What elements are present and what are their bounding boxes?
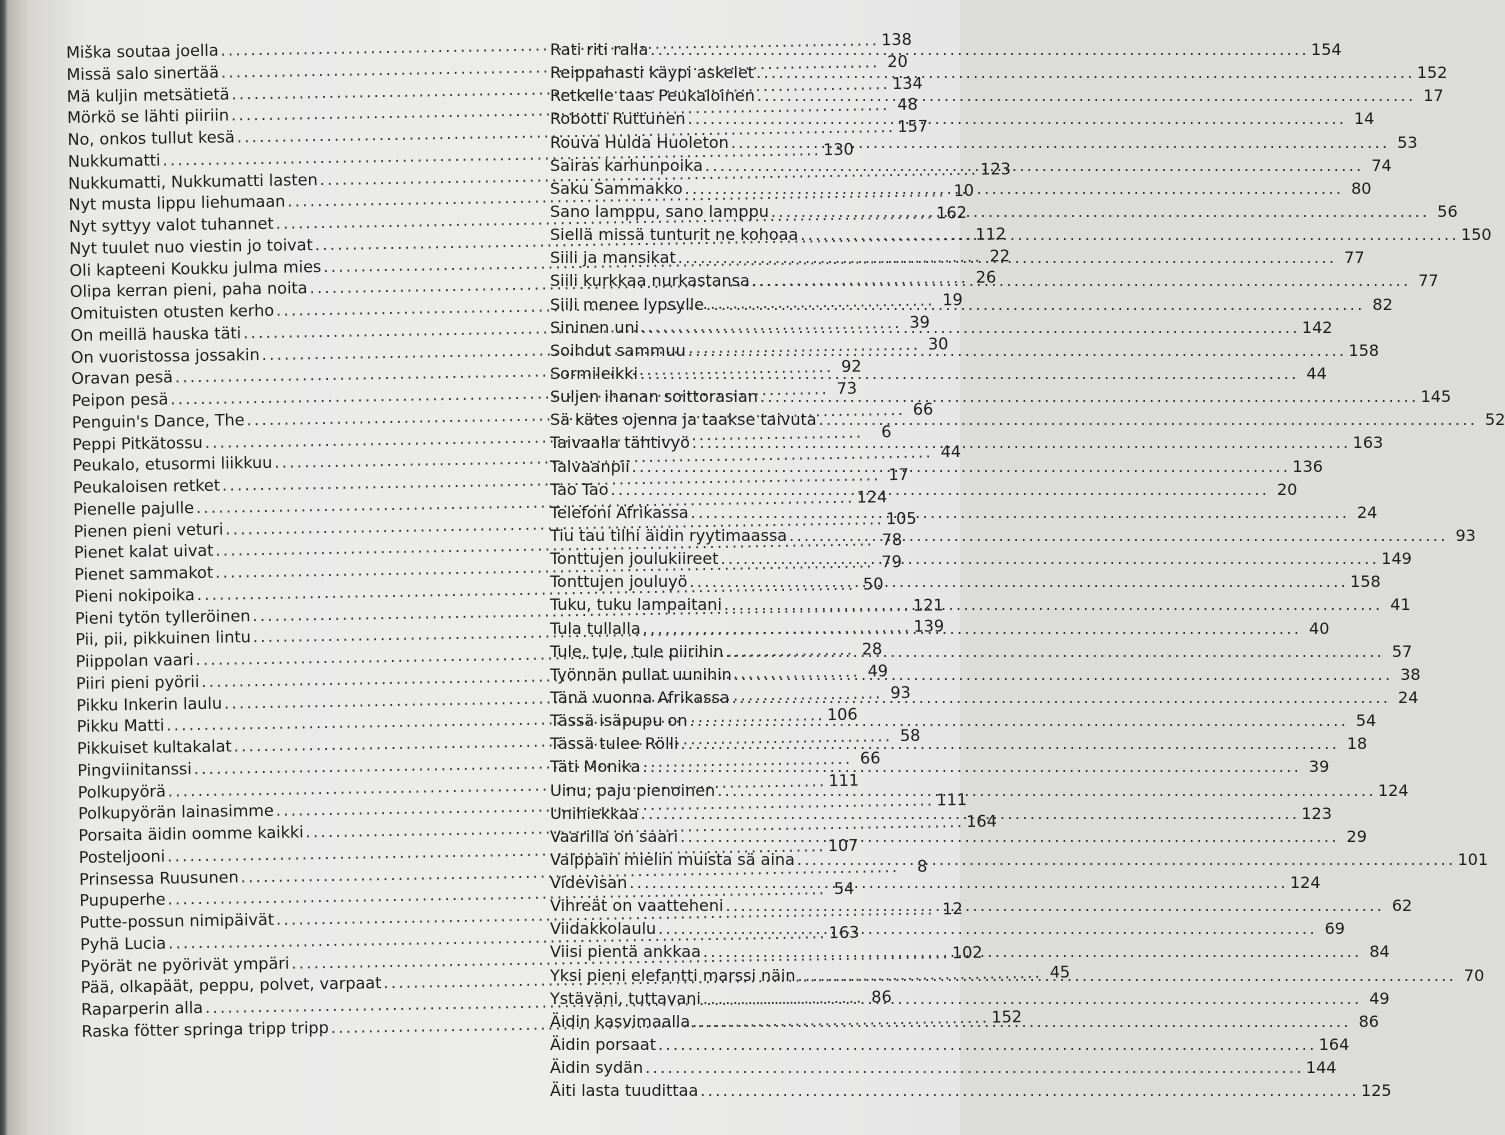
dot-leader bbox=[705, 156, 1364, 175]
entry-title: Suljen ihanan soittorasian bbox=[550, 387, 758, 407]
entry-page-number: 150 bbox=[1461, 225, 1492, 245]
dot-leader bbox=[658, 1035, 1317, 1054]
entry-page-number: 28 bbox=[861, 639, 883, 659]
dot-leader bbox=[724, 595, 1383, 614]
entry-page-number: 158 bbox=[1348, 340, 1380, 360]
dot-leader bbox=[680, 827, 1339, 846]
dot-leader bbox=[797, 850, 1456, 869]
entry-title: Tule, tule, tule piirihin bbox=[550, 641, 724, 661]
entry-title: Pikku Inkerin laulu bbox=[76, 693, 223, 715]
entry-title: Siili menee lypsylle bbox=[550, 294, 704, 314]
entry-page-number: 52 bbox=[1485, 410, 1505, 430]
dot-leader bbox=[691, 503, 1350, 522]
entry-page-number: 134 bbox=[892, 73, 923, 93]
entry-title: Miška soutaa joella bbox=[66, 40, 219, 62]
entry-title: Pikku Matti bbox=[76, 715, 165, 737]
entry-page-number: 17 bbox=[1423, 86, 1444, 106]
entry-page-number: 56 bbox=[1437, 201, 1458, 221]
entry-page-number: 158 bbox=[1350, 572, 1381, 592]
index-entry bbox=[550, 201, 1458, 225]
entry-page-number: 26 bbox=[975, 267, 997, 287]
entry-page-number: 139 bbox=[913, 616, 945, 637]
entry-page-number: 30 bbox=[927, 333, 949, 353]
entry-title: Pieni tytön tylleröinen bbox=[74, 605, 251, 628]
entry-title: Pienet kalat uivat bbox=[73, 540, 214, 563]
entry-title: Pienet sammakot bbox=[74, 562, 214, 584]
entry-page-number: 93 bbox=[1455, 525, 1476, 545]
index-entry bbox=[550, 40, 1342, 63]
index-entry bbox=[550, 63, 1448, 86]
dot-leader bbox=[645, 1058, 1304, 1077]
entry-title: Uinu, paju pienoinen bbox=[550, 780, 716, 800]
dot-leader bbox=[700, 1081, 1359, 1100]
entry-title: Sano lamppu, sano lamppu bbox=[550, 201, 769, 221]
entry-title: Tässä isäpupu on bbox=[550, 711, 688, 731]
entry-page-number: 78 bbox=[881, 530, 903, 550]
entry-title: Tänä vuonna Afrikassa bbox=[550, 687, 730, 707]
entry-page-number: 125 bbox=[1361, 1081, 1392, 1101]
entry-page-number: 45 bbox=[1049, 962, 1071, 982]
entry-title: Siili ja mansikat bbox=[550, 248, 676, 268]
index-entry bbox=[550, 1081, 1392, 1104]
entry-page-number: 164 bbox=[1318, 1035, 1350, 1055]
entry-page-number: 124 bbox=[1290, 873, 1321, 893]
entry-title: Oli kapteeni Koukku julma mies bbox=[69, 256, 322, 280]
entry-title: Pyörät ne pyörivät ympäri bbox=[80, 953, 290, 976]
entry-title: Raska fötter springa tripp tripp bbox=[81, 1017, 329, 1041]
dot-leader bbox=[629, 873, 1288, 892]
entry-page-number: 74 bbox=[1371, 155, 1392, 175]
entry-page-number: 50 bbox=[862, 573, 884, 594]
entry-page-number: 82 bbox=[1372, 294, 1393, 314]
entry-page-number: 86 bbox=[871, 987, 892, 1007]
entry-page-number: 84 bbox=[1369, 942, 1390, 962]
entry-page-number: 39 bbox=[1308, 757, 1330, 777]
entry-title: Rouva Hulda Huoleton bbox=[550, 132, 729, 152]
dot-leader bbox=[658, 919, 1317, 938]
dot-leader bbox=[771, 202, 1430, 221]
entry-page-number: 149 bbox=[1381, 549, 1412, 569]
entry-title: On vuoristossa jossakin bbox=[70, 344, 260, 367]
entry-title: Sininen uni bbox=[550, 317, 640, 337]
entry-title: Tonttujen joulukiireet bbox=[550, 549, 719, 569]
entry-page-number: 112 bbox=[975, 224, 1007, 244]
entry-page-number: 93 bbox=[890, 682, 911, 702]
entry-page-number: 157 bbox=[897, 116, 929, 136]
entry-title: Unihiekkaa bbox=[550, 803, 639, 823]
index-entry bbox=[550, 433, 1384, 456]
entry-page-number: 29 bbox=[1346, 826, 1367, 846]
index-entry bbox=[550, 757, 1330, 780]
entry-page-number: 54 bbox=[1355, 711, 1377, 731]
entry-title: Sä kätes ojenna ja taakse taivuta bbox=[550, 410, 817, 430]
entry-title: Pupuperhe bbox=[79, 889, 166, 911]
entry-title: Nyt tuulet nuo viestin jo toivat bbox=[69, 234, 313, 258]
entry-page-number: 105 bbox=[885, 508, 917, 528]
entry-page-number: 80 bbox=[1351, 178, 1372, 198]
entry-page-number: 163 bbox=[1352, 433, 1384, 453]
index-entry bbox=[550, 1035, 1350, 1058]
index-entry bbox=[550, 363, 1327, 387]
entry-title: Täti Monika bbox=[550, 757, 641, 777]
dot-leader bbox=[731, 133, 1390, 152]
entry-title: Oravan pesä bbox=[71, 367, 174, 389]
dot-leader bbox=[632, 457, 1291, 476]
index-entry bbox=[550, 826, 1367, 850]
entry-title: Tässä tulee Rölli bbox=[550, 734, 679, 754]
entry-page-number: 70 bbox=[1463, 965, 1485, 985]
dot-leader bbox=[611, 480, 1270, 499]
entry-page-number: 144 bbox=[1305, 1058, 1337, 1078]
entry-page-number: 24 bbox=[1398, 687, 1419, 707]
entry-page-number: 124 bbox=[1377, 780, 1409, 800]
dot-leader bbox=[732, 688, 1391, 707]
index-entry bbox=[550, 410, 1505, 433]
entry-page-number: 152 bbox=[991, 1006, 1023, 1027]
entry-title: Posteljooni bbox=[78, 846, 166, 867]
dot-leader bbox=[757, 86, 1416, 105]
entry-title: Sairas karhunpoika bbox=[550, 155, 703, 175]
dot-leader bbox=[734, 665, 1393, 684]
dot-leader bbox=[800, 225, 1459, 244]
entry-title: Siellä missä tunturit ne kohoaa bbox=[550, 225, 799, 245]
entry-title: Reippahasti käypi askelet bbox=[550, 63, 755, 83]
entry-title: Mörkö se lähti piiriin bbox=[67, 105, 230, 128]
entry-page-number: 22 bbox=[989, 245, 1011, 266]
entry-page-number: 20 bbox=[887, 51, 908, 71]
entry-title: Penguin's Dance, The bbox=[71, 409, 245, 432]
entry-page-number: 79 bbox=[881, 551, 902, 572]
entry-title: Pieni nokipoika bbox=[74, 584, 195, 606]
entry-page-number: 44 bbox=[940, 442, 962, 462]
entry-title: Nukkumatti bbox=[67, 150, 161, 171]
entry-page-number: 164 bbox=[966, 811, 997, 831]
dot-leader bbox=[703, 989, 1362, 1008]
entry-title: Viidakkolaulu bbox=[550, 919, 657, 939]
index-entry bbox=[550, 595, 1411, 618]
index-entry bbox=[550, 919, 1345, 942]
entry-title: Peukalo, etusormi liikkuu bbox=[72, 453, 273, 476]
dot-leader bbox=[641, 804, 1300, 823]
entry-title: Peipon pesä bbox=[71, 389, 169, 410]
dot-leader bbox=[643, 616, 1302, 638]
entry-title: Nyt musta lippu liehumaan bbox=[68, 191, 286, 215]
entry-page-number: 107 bbox=[827, 835, 859, 855]
index-entry bbox=[550, 456, 1323, 480]
entry-title: Siili kurkkaa nurkastansa bbox=[550, 271, 750, 291]
entry-page-number: 73 bbox=[836, 378, 858, 398]
entry-title: On meillä hauska täti bbox=[70, 323, 242, 345]
entry-page-number: 49 bbox=[867, 660, 889, 681]
index-entry bbox=[550, 294, 1393, 318]
entry-title: Soihdut sammuu bbox=[550, 340, 686, 360]
entry-title: Missä salo sinertää bbox=[66, 62, 220, 84]
entry-title: Porsaita äidin oomme kaikki bbox=[78, 822, 304, 845]
index-entry bbox=[550, 572, 1381, 595]
index-entry bbox=[550, 896, 1413, 919]
entry-title: Yksi pieni elefantti marssi näin bbox=[550, 965, 796, 985]
dot-leader bbox=[717, 781, 1376, 800]
entry-page-number: 142 bbox=[1301, 317, 1333, 337]
entry-title: Työnnän pullat uunihin bbox=[550, 664, 732, 684]
entry-page-number: 163 bbox=[828, 922, 860, 942]
entry-page-number: 123 bbox=[980, 158, 1011, 179]
entry-page-number: 17 bbox=[888, 464, 909, 485]
entry-title: Peukaloisen retket bbox=[72, 475, 221, 497]
entry-title: Sormileikki bbox=[550, 363, 638, 383]
dot-leader bbox=[725, 896, 1384, 915]
dot-leader bbox=[798, 966, 1457, 985]
entry-page-number: 18 bbox=[1346, 734, 1368, 754]
entry-title: Tuku, tuku lampaitani bbox=[550, 595, 722, 615]
entry-title: Telefoni Afrikassa bbox=[550, 502, 689, 522]
entry-title: Pää, olkapäät, peppu, polvet, varpaat bbox=[80, 973, 382, 998]
entry-page-number: 12 bbox=[942, 899, 963, 919]
index-entry bbox=[550, 525, 1476, 549]
index-entry bbox=[550, 549, 1412, 572]
entry-title: Retkelle taas Peukaloinen bbox=[550, 86, 755, 106]
entry-page-number: 86 bbox=[1358, 1011, 1379, 1031]
entry-title: Taivaalla tähtivyö bbox=[550, 433, 690, 453]
entry-title: Pienen pieni veturi bbox=[73, 519, 224, 541]
entry-title: Pienelle pajulle bbox=[73, 497, 195, 519]
entry-title: Vaarilla on saari bbox=[550, 826, 679, 846]
entry-page-number: 111 bbox=[936, 790, 968, 810]
entry-title: Saku Sammakko bbox=[550, 178, 683, 198]
entry-page-number: 69 bbox=[1324, 919, 1345, 939]
entry-title: Viisi pientä ankkaa bbox=[550, 942, 701, 962]
entry-page-number: 106 bbox=[826, 704, 858, 725]
entry-page-number: 130 bbox=[823, 139, 854, 159]
dot-leader bbox=[725, 642, 1384, 661]
entry-page-number: 10 bbox=[953, 181, 975, 201]
index-entry bbox=[550, 109, 1375, 132]
index-entry bbox=[550, 502, 1378, 526]
entry-title: Nyt syttyy valot tuhannet bbox=[68, 213, 274, 236]
entry-page-number: 54 bbox=[833, 878, 855, 899]
entry-title: Pyhä Lucia bbox=[80, 933, 167, 954]
dot-leader bbox=[685, 179, 1344, 201]
entry-page-number: 121 bbox=[912, 594, 944, 615]
index-entry bbox=[550, 687, 1419, 711]
index-entry bbox=[550, 664, 1421, 688]
entry-title: Tonttujen jouluyö bbox=[550, 572, 688, 592]
entry-page-number: 39 bbox=[909, 312, 930, 332]
entry-page-number: 44 bbox=[1306, 363, 1327, 383]
entry-title: Pingviinitanssi bbox=[77, 758, 192, 780]
entry-page-number: 62 bbox=[1391, 896, 1413, 916]
dot-leader bbox=[692, 433, 1351, 452]
dot-leader bbox=[688, 109, 1347, 128]
entry-title: Piippolan vaari bbox=[75, 650, 194, 671]
dot-leader bbox=[760, 387, 1419, 406]
entry-page-number: 138 bbox=[881, 29, 912, 50]
entry-page-number: 38 bbox=[1400, 664, 1421, 684]
entry-page-number: 40 bbox=[1309, 618, 1330, 638]
entry-page-number: 101 bbox=[1457, 849, 1489, 869]
entry-page-number: 111 bbox=[828, 770, 860, 790]
entry-title: Polkupyörän lainasimme bbox=[77, 801, 274, 824]
dot-leader bbox=[706, 295, 1365, 314]
entry-title: Mä kuljin metsätietä bbox=[66, 83, 230, 106]
entry-title: No, onkos tullut kesä bbox=[67, 127, 235, 149]
entry-title: Äidin sydän bbox=[550, 1058, 644, 1078]
index-entry bbox=[550, 86, 1444, 109]
index-entry bbox=[550, 479, 1298, 503]
entry-page-number: 24 bbox=[1356, 502, 1378, 522]
entry-title: Raparperin alla bbox=[81, 997, 204, 1019]
entry-page-number: 152 bbox=[1416, 63, 1448, 83]
entry-title: Olipa kerran pieni, paha noita bbox=[69, 278, 308, 302]
entry-title: Piiri pieni pyörii bbox=[75, 671, 200, 693]
entry-title: Valppain mielin muista sä aina bbox=[550, 849, 795, 869]
dot-leader bbox=[689, 711, 1348, 730]
entry-page-number: 57 bbox=[1391, 641, 1413, 661]
entry-title: Taivaanpii bbox=[550, 456, 630, 476]
dot-leader bbox=[692, 1012, 1351, 1031]
dot-leader bbox=[640, 364, 1299, 383]
entry-title: Robotti Ruttunen bbox=[550, 109, 686, 129]
dot-leader bbox=[721, 549, 1380, 568]
entry-title: Tula tullalla bbox=[550, 618, 641, 638]
entry-page-number: 102 bbox=[951, 942, 983, 962]
entry-page-number: 19 bbox=[942, 289, 963, 310]
dot-leader bbox=[680, 734, 1339, 753]
entry-title: Ystäväni, tuttavani bbox=[550, 988, 701, 1008]
entry-page-number: 58 bbox=[899, 725, 921, 745]
entry-title: Polkupyörä bbox=[77, 781, 166, 802]
dot-leader bbox=[752, 271, 1411, 290]
entry-page-number: 48 bbox=[897, 94, 918, 115]
entry-title: Tao Tao bbox=[550, 479, 609, 499]
entry-title: Putte-possun nimipäivät bbox=[79, 909, 275, 932]
dot-leader bbox=[678, 245, 1337, 267]
entry-page-number: 123 bbox=[1301, 803, 1332, 823]
dot-leader bbox=[689, 572, 1348, 594]
entry-page-number: 124 bbox=[856, 486, 888, 507]
entry-title: Äidin kasvimaalla bbox=[550, 1011, 691, 1031]
index-entry bbox=[550, 873, 1321, 899]
index-entry bbox=[550, 178, 1372, 202]
index-entry bbox=[550, 616, 1330, 642]
index-entry bbox=[550, 317, 1333, 341]
index-entry bbox=[550, 849, 1489, 876]
entry-page-number: 154 bbox=[1311, 40, 1342, 59]
entry-title: Äidin porsaat bbox=[550, 1035, 656, 1055]
entry-title: Rati riti ralla bbox=[550, 40, 649, 59]
entry-page-number: 77 bbox=[1418, 271, 1439, 291]
entry-page-number: 66 bbox=[859, 748, 881, 768]
index-entry bbox=[550, 988, 1390, 1012]
entry-title: Videvisan bbox=[550, 873, 628, 893]
dot-leader bbox=[703, 942, 1362, 961]
entry-title: Nukkumatti, Nukkumatti lasten bbox=[68, 169, 318, 193]
index-entry bbox=[550, 1058, 1337, 1081]
entry-title: Prinsessa Ruusunen bbox=[78, 866, 239, 889]
entry-title: Pikkuiset kultakalat bbox=[76, 736, 232, 758]
entry-page-number: 136 bbox=[1292, 456, 1323, 476]
dot-leader bbox=[641, 318, 1300, 337]
entry-page-number: 20 bbox=[1276, 479, 1298, 499]
entry-page-number: 53 bbox=[1397, 132, 1418, 152]
entry-title: Tiu tau tilhi äidin ryytimaassa bbox=[550, 525, 788, 545]
index-entry bbox=[550, 387, 1452, 410]
entry-page-number: 162 bbox=[936, 202, 968, 223]
index-entry bbox=[550, 942, 1390, 965]
entry-page-number: 14 bbox=[1353, 109, 1375, 129]
entry-page-number: 8 bbox=[917, 856, 928, 876]
entry-title: Pii, pii, pikkuinen lintu bbox=[75, 627, 251, 650]
index-entry bbox=[550, 340, 1380, 364]
entry-page-number: 77 bbox=[1344, 248, 1365, 268]
entry-page-number: 66 bbox=[912, 399, 934, 419]
dot-leader bbox=[650, 40, 1309, 59]
entry-page-number: 92 bbox=[841, 356, 862, 377]
dot-leader bbox=[688, 341, 1347, 360]
entry-page-number: 6 bbox=[881, 421, 892, 441]
dot-leader bbox=[642, 757, 1301, 776]
entry-page-number: 145 bbox=[1420, 387, 1452, 407]
dot-leader bbox=[819, 410, 1478, 429]
index-entry bbox=[550, 734, 1368, 757]
entry-title: Peppi Pitkätossu bbox=[72, 432, 203, 454]
entry-page-number: 49 bbox=[1369, 988, 1390, 1008]
entry-page-number: 41 bbox=[1390, 595, 1411, 615]
index-entry bbox=[550, 641, 1413, 665]
dot-leader bbox=[756, 63, 1415, 82]
entry-title: Vihreät on vaatteheni bbox=[550, 896, 724, 916]
entry-title: Äiti lasta tuudittaa bbox=[550, 1081, 699, 1101]
dot-leader bbox=[789, 526, 1448, 545]
entry-title: Omituisten otusten kerho bbox=[70, 300, 275, 323]
index-entry bbox=[550, 711, 1377, 734]
index-entry bbox=[550, 132, 1418, 159]
